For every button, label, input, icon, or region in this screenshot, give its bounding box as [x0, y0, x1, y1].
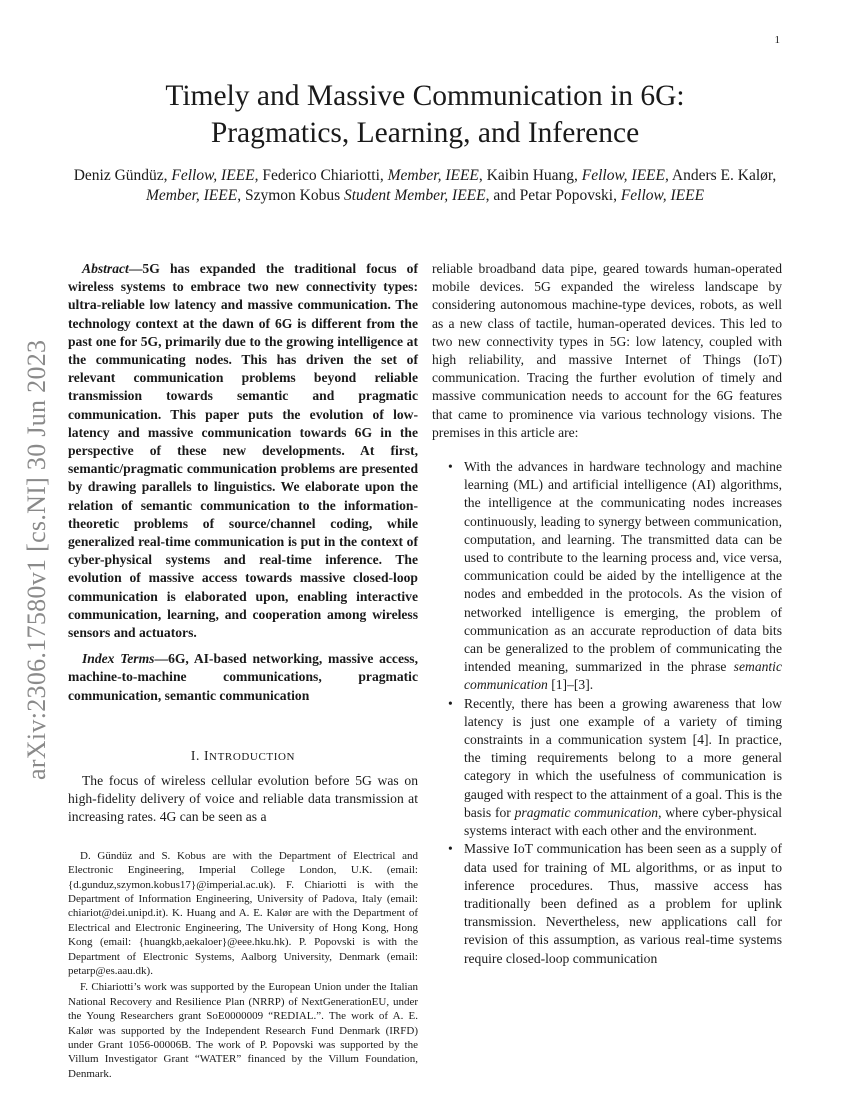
list-item-emphasis: semantic communication	[464, 659, 782, 693]
author-separator: , and	[485, 187, 520, 204]
footnote-affiliations: D. Gündüz and S. Kobus are with the Department of Electrical and Electronic Engineering, Imperial College London, U.K. (email: {d.gunduz,szymon.kobus17}@imperial.ac.uk). F. Chiariotti is with the Department of Information Engineering, University of Padova, Italy (email: chiariot@dei.unipd.it). K. Huang and A. E. Kalør are with the Department of Electrical and Electronic Engineering, The University of Hong Kong, Hong Kong (email: {huangkb,aekaloer}@eee.hku.hk). P. Popovski is with the Department of Electronic Systems, Aalborg University, Denmark (email: petarp@es.aau.dk).	[68, 849, 418, 977]
intro-paragraph: The focus of wireless cellular evolution before 5G was on high-fidelity delivery of voice and reliable data transmission at increasing rates. 4G can be seen as a	[68, 773, 418, 825]
author-name: Petar Popovski,	[519, 187, 621, 204]
footnote-funding: F. Chiariotti’s work was supported by the European Union under the Italian National Recovery and Resilience Plan (NRRP) of NextGenerationEU, under the Young Researchers grant SoE0000009 “REDIAL.”. The work of A. E. Kalør was supported by the Independent Research Fund Denmark (IRFD) under Grant 1056-00006B. The work of P. Popovski was supported by the Villum Investigator Grant “WATER” financed by the Villum Foundation, Denmark.	[68, 981, 418, 1080]
author-affiliation: Student Member, IEEE	[344, 187, 486, 204]
index-terms-text: —6G, AI-based networking, massive access, machine-to-machine communications, pragmatic communication, semantic communication	[68, 651, 418, 703]
list-item-tail: , where cyber-physical systems interact with each other and the environment.	[464, 804, 783, 839]
section-heading-introduction	[68, 747, 418, 766]
title-line-1: Timely and Massive Communication in 6G:	[165, 80, 685, 112]
section-heading-rest: NTRODUCTION	[209, 750, 296, 763]
author-affiliation: Member, IEEE	[387, 167, 479, 184]
author-name: Anders E. Kalør,	[671, 167, 777, 184]
author-name: Kaibin Huang,	[486, 167, 582, 184]
author-name: Federico Chiariotti,	[262, 167, 388, 184]
arxiv-stamp: arXiv:2306.17580v1 [cs.NI] 30 Jun 2023	[22, 339, 51, 780]
section-heading-initial: I	[203, 747, 210, 763]
bullet-icon: •	[448, 841, 453, 857]
author-separator: ,	[237, 187, 245, 204]
list-item-text: With the advances in hardware technology and machine learning (ML) and artificial intelligence (AI) algorithms, the intelligence at the communicating nodes increases continuously, leading to synergy between communication, computation, and learning. The transmitted data can be used to contribute to the learning process and, vice versa, communication could be aided by the intelligence at the nodes and embedded in the protocols. As the vision of networked intelligence is emerging, the problem of communication as an accurate reproduction of data bits can be generalized to the problem of communicating the intended meaning, summarized in the phrase	[464, 459, 782, 675]
list-item	[432, 840, 782, 967]
right-column	[432, 260, 782, 968]
title-line-2: Pragmatics, Learning, and Inference	[210, 117, 640, 149]
list-item-tail: [1]–[3].	[547, 677, 594, 693]
paper-title	[70, 78, 780, 152]
premises-list	[432, 458, 782, 968]
author-affiliation: Member, IEEE	[145, 187, 238, 204]
list-item-emphasis: pragmatic communication	[514, 804, 659, 820]
intro-continuation: reliable broadband data pipe, geared towards human-operated mobile devices. 5G expanded the wireless landscape by considering autonomous machine-type devices, robots, as well as a new class of tactile, human-operated devices. This led to two new connectivity types in 5G: low latency, coupled with high reliability, and massive Internet of Things (IoT) communication. Tracing the further evolution of timely and massive communication needs to account for the 6G features that came to prominence via various technology visions. The premises in this article are:	[432, 261, 782, 440]
author-separator: ,	[478, 167, 487, 184]
footnotes	[68, 849, 418, 1082]
list-item	[432, 695, 782, 841]
left-column	[68, 260, 418, 1081]
list-item	[432, 458, 782, 695]
author-affiliation: Fellow, IEEE	[171, 167, 255, 184]
abstract-label: Abstract	[82, 261, 129, 276]
page-number: 1	[774, 34, 780, 46]
list-item-text: Massive IoT communication has been seen as a supply of data used for training of ML algorithms, or as input to inference procedures. Thus, massive access has traditionally been defined as a problem for uplink transmission. Nevertheless, new applications call for revision of this assumption, as various real-time systems require closed-loop communication	[464, 841, 782, 966]
author-name: Szymon Kobus	[244, 187, 344, 204]
abstract-text: —5G has expanded the traditional focus of wireless systems to embrace two new connectivity types: ultra-reliable low latency and massive communication. The technology context at the dawn of 6G is different from the past one for 5G, primarily due to the growing intelligence at the communicating nodes. This has driven the set of relevant communication problems beyond reliable transmission towards semantic and pragmatic communication. This paper puts the evolution of low-latency and massive communication towards 6G in the perspective of these new developments. At first, semantic/pragmatic communication problems are presented by drawing parallels to linguistics. We elaborate upon the relation of semantic communication to the information-theoretic problems of source/channel coding, while generalized real-time communication is put in the context of cyber-physical systems and real-time inference. The evolution of massive access towards massive closed-loop communication is elaborated upon, enabling interactive communication, learning, and cooperation among wireless sensors and actuators.	[68, 261, 418, 641]
author-affiliation: Fellow, IEEE	[581, 167, 665, 184]
abstract	[68, 260, 418, 642]
index-terms-label: Index Terms	[82, 651, 155, 667]
bullet-icon: •	[448, 459, 453, 475]
section-number: I.	[190, 747, 204, 763]
author-name: Deniz Gündüz,	[73, 167, 172, 184]
author-separator: ,	[254, 167, 263, 184]
author-separator: ,	[665, 167, 672, 184]
author-affiliation: Fellow, IEEE	[620, 187, 705, 204]
index-terms	[68, 650, 418, 705]
author-list	[70, 166, 780, 206]
bullet-icon: •	[448, 695, 453, 711]
list-item-text: Recently, there has been a growing awareness that low latency is just one example of a variety of timing constraints in a communication system [4]. In practice, the timing requirements belong to a more general category in which the usefulness of communication is gauged with respect to the attainment of a goal. This is the basis for	[464, 695, 782, 820]
